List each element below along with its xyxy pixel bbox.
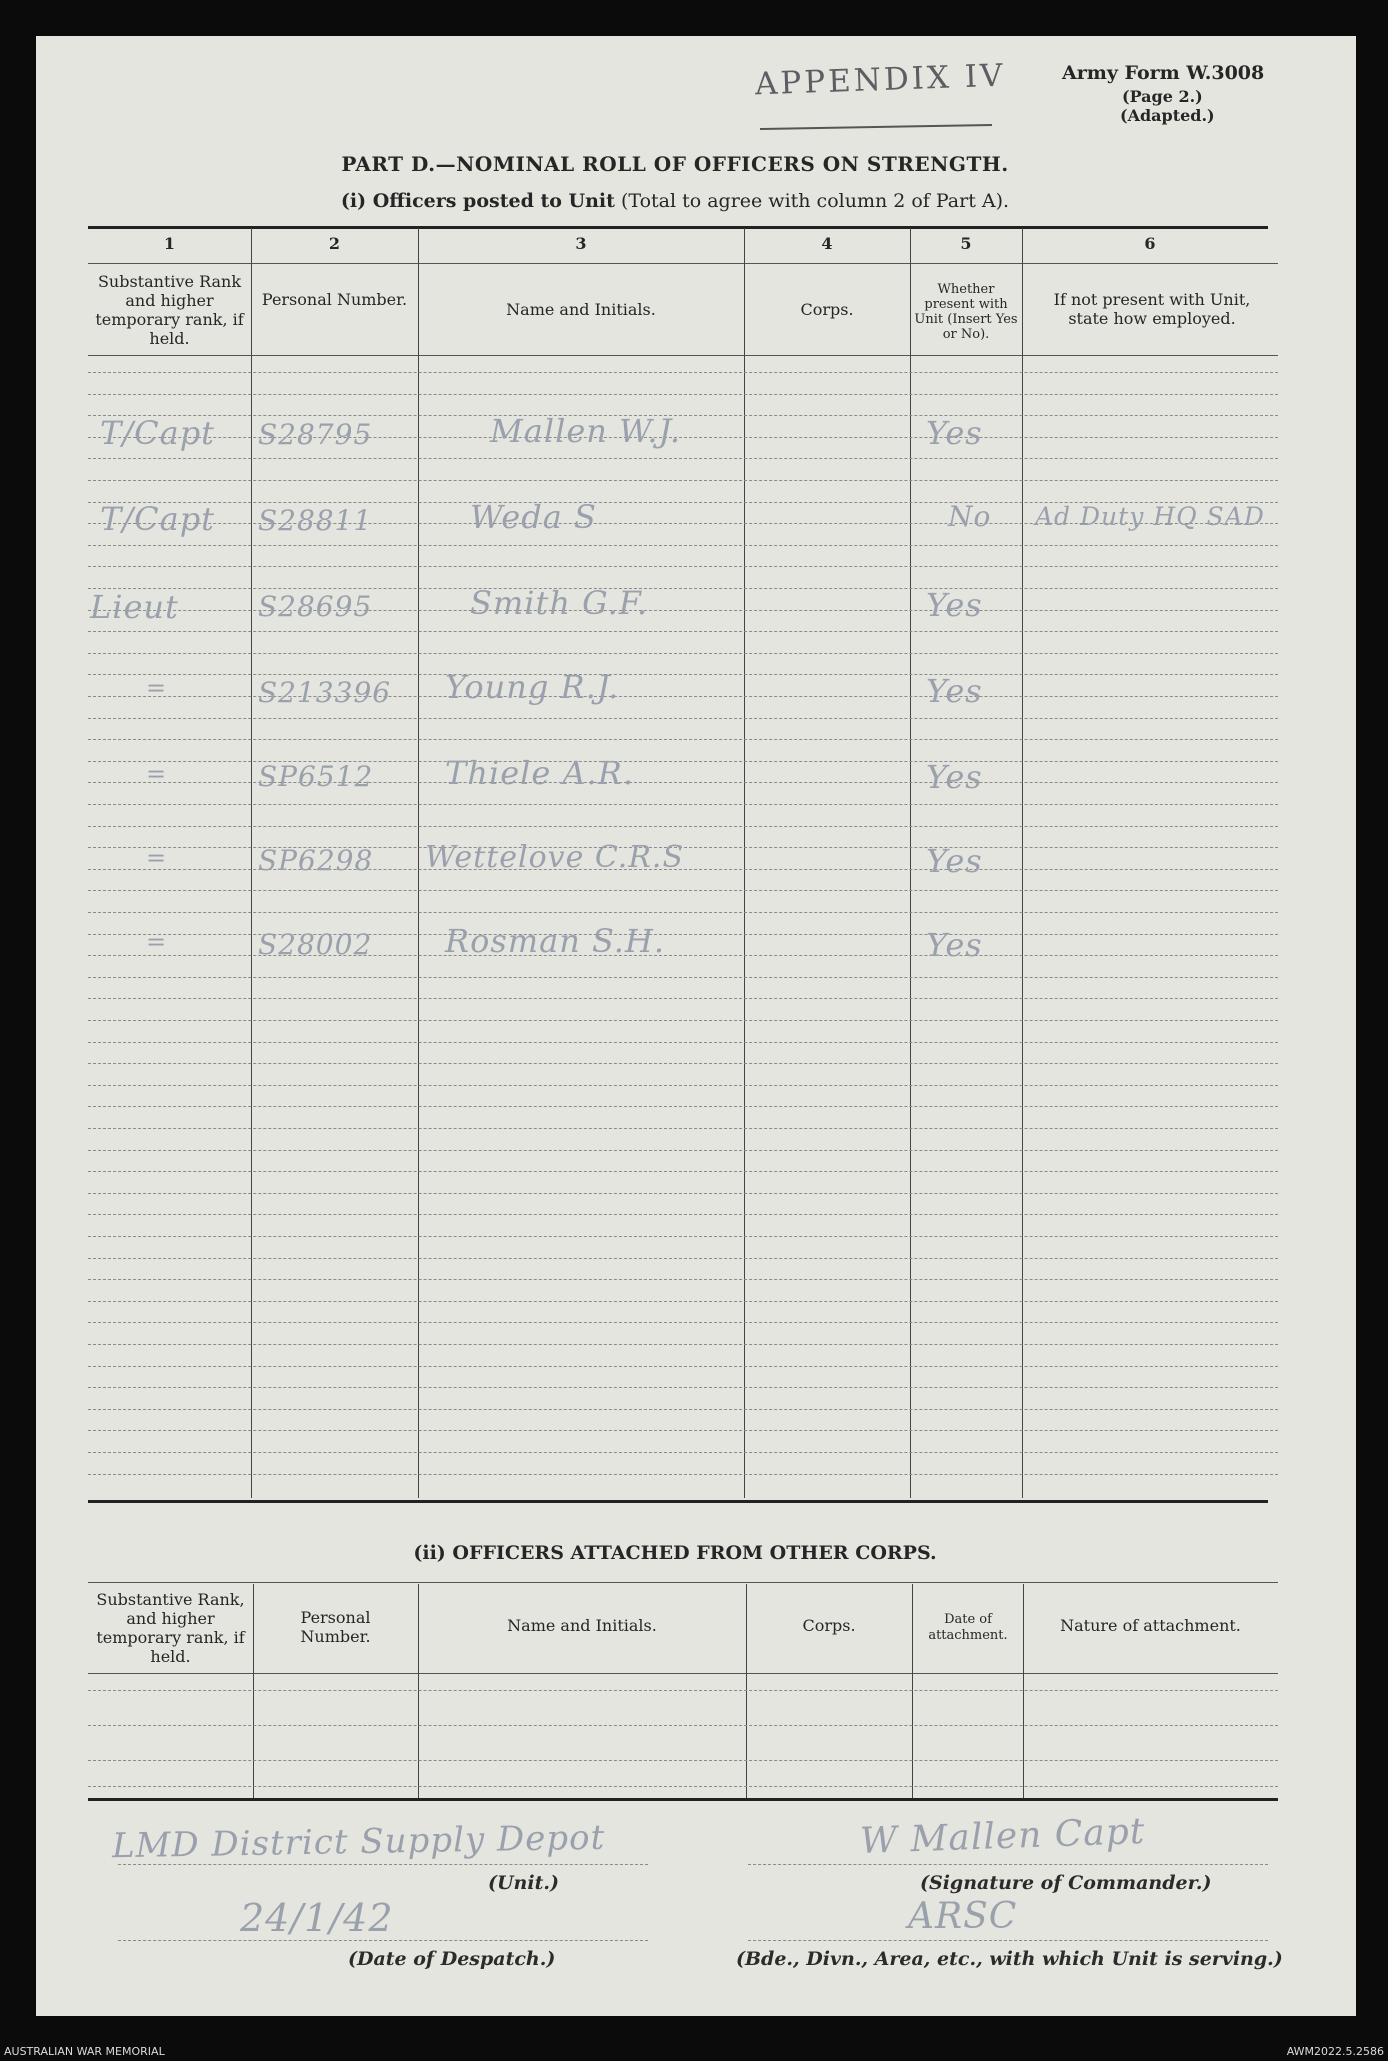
row-rule bbox=[88, 1128, 1278, 1129]
part-ii-header-rule bbox=[88, 1673, 1278, 1674]
row-rule bbox=[88, 1171, 1278, 1172]
row-4-name: Young R.J. bbox=[445, 668, 620, 706]
row-rule bbox=[88, 674, 1278, 675]
row-1-present: Yes bbox=[926, 414, 983, 452]
row-rule bbox=[88, 1193, 1278, 1194]
row-2-name: Weda S bbox=[470, 498, 597, 536]
part-ii-row-line-1 bbox=[88, 1690, 1278, 1691]
part-i-header-rule bbox=[88, 355, 1278, 356]
row-rule bbox=[88, 1042, 1278, 1043]
row-5-name: Thiele A.R. bbox=[445, 754, 635, 792]
part-ii-row-line-3 bbox=[88, 1760, 1278, 1761]
unit-value: LMD District Supply Depot bbox=[111, 1817, 606, 1867]
part-i-top-rule bbox=[88, 226, 1268, 229]
form-name: Army Form W.3008 bbox=[1062, 62, 1265, 84]
row-2-present: No bbox=[948, 500, 992, 533]
row-7-number: S28002 bbox=[258, 928, 373, 961]
part-i-subtitle-rest: (Total to agree with column 2 of Part A). bbox=[614, 190, 1010, 212]
date-label: (Date of Despatch.) bbox=[348, 1948, 556, 1970]
part-ii-header-name: Name and Initials. bbox=[507, 1616, 657, 1635]
row-rule bbox=[88, 1106, 1278, 1107]
col-number-2: 2 bbox=[328, 234, 341, 253]
part-ii-top-rule bbox=[88, 1582, 1278, 1583]
col-number-5: 5 bbox=[960, 234, 972, 253]
row-rule bbox=[88, 1474, 1278, 1475]
formation-label: (Bde., Divn., Area, etc., with which Unit is serving.) bbox=[736, 1948, 1283, 1970]
part-d-title: PART D.—NOMINAL ROLL OF OFFICERS ON STRENGTH. bbox=[341, 152, 1009, 176]
part-ii-header-date: Date of attachment. bbox=[928, 1612, 1008, 1643]
row-rule bbox=[88, 718, 1278, 719]
row-6-rank: = bbox=[146, 844, 168, 872]
row-rule bbox=[88, 415, 1278, 416]
form-page-number: (Page 2.) bbox=[1122, 87, 1203, 106]
header-name: Name and Initials. bbox=[506, 300, 656, 319]
row-2-number: S28811 bbox=[258, 504, 373, 537]
part-ii-col-divider-1 bbox=[253, 1584, 254, 1798]
row-3-rank: Lieut bbox=[90, 588, 179, 626]
part-ii-bottom-rule bbox=[88, 1798, 1278, 1801]
part-ii-title: (ii) OFFICERS ATTACHED FROM OTHER CORPS. bbox=[413, 1542, 937, 1564]
row-1-name: Mallen W.J. bbox=[490, 412, 682, 450]
part-ii-header-personal-number: Personal Number. bbox=[300, 1608, 371, 1646]
commander-signature: W Mallen Capt bbox=[859, 1811, 1146, 1862]
row-rule bbox=[88, 394, 1278, 395]
row-rule bbox=[88, 1020, 1278, 1021]
row-rule bbox=[88, 653, 1278, 654]
row-1-number: S28795 bbox=[258, 418, 373, 451]
row-rule bbox=[88, 545, 1278, 546]
row-1-rank: T/Capt bbox=[100, 414, 216, 452]
part-ii-row-line-4 bbox=[88, 1786, 1278, 1787]
part-i-col-divider-5 bbox=[1022, 228, 1023, 1498]
row-5-number: SP6512 bbox=[258, 760, 374, 793]
row-2-employed: Ad Duty HQ SAD bbox=[1035, 502, 1265, 531]
row-2-rank: T/Capt bbox=[100, 500, 216, 538]
footer-accession: AWM2022.5.2586 bbox=[1286, 2045, 1384, 2058]
row-rule bbox=[88, 1322, 1278, 1323]
col-number-3: 3 bbox=[575, 234, 587, 253]
row-rule bbox=[88, 631, 1278, 632]
row-5-rank: = bbox=[146, 760, 168, 788]
row-rule bbox=[88, 977, 1278, 978]
row-rule bbox=[88, 372, 1278, 373]
row-rule bbox=[88, 458, 1278, 459]
row-rule bbox=[88, 1344, 1278, 1345]
header-present: Whether present with Unit (Insert Yes or No). bbox=[914, 282, 1018, 342]
col-number-6: 6 bbox=[1144, 234, 1156, 253]
row-rule bbox=[88, 804, 1278, 805]
commander-label: (Signature of Commander.) bbox=[920, 1872, 1212, 1894]
unit-label: (Unit.) bbox=[488, 1872, 559, 1894]
formation-value: ARSC bbox=[908, 1896, 1018, 1937]
part-i-bottom-rule bbox=[88, 1500, 1268, 1503]
part-i-subtitle-bold: (i) Officers posted to Unit bbox=[340, 190, 615, 212]
row-rule bbox=[88, 1063, 1278, 1064]
row-5-present: Yes bbox=[926, 758, 983, 796]
row-rule bbox=[88, 1366, 1278, 1367]
row-4-rank: = bbox=[146, 674, 168, 702]
row-rule bbox=[88, 998, 1278, 999]
formation-line bbox=[748, 1940, 1268, 1941]
row-rule bbox=[88, 1387, 1278, 1388]
row-rule bbox=[88, 912, 1278, 913]
row-rule bbox=[88, 826, 1278, 827]
row-rule bbox=[88, 739, 1278, 740]
row-rule bbox=[88, 480, 1278, 481]
part-i-col-divider-2 bbox=[418, 228, 419, 1498]
header-employed: If not present with Unit, state how employed. bbox=[1053, 290, 1251, 328]
commander-line bbox=[748, 1864, 1268, 1865]
row-rule bbox=[88, 1258, 1278, 1259]
row-7-rank: = bbox=[146, 928, 168, 956]
part-ii-col-divider-4 bbox=[912, 1584, 913, 1798]
part-i-col-divider-4 bbox=[910, 228, 911, 1498]
part-ii-row-line-2 bbox=[88, 1725, 1278, 1726]
archive-footer bbox=[0, 2016, 1388, 2061]
date-value: 24/1/42 bbox=[240, 1896, 394, 1940]
part-i-col-divider-3 bbox=[744, 228, 745, 1498]
row-3-name: Smith G.F. bbox=[470, 584, 649, 622]
header-corps: Corps. bbox=[800, 300, 854, 319]
col-number-1: 1 bbox=[163, 234, 176, 253]
unit-line bbox=[118, 1864, 648, 1865]
row-3-present: Yes bbox=[926, 586, 983, 624]
row-rule bbox=[88, 566, 1278, 567]
row-rule bbox=[88, 1236, 1278, 1237]
row-4-present: Yes bbox=[926, 672, 983, 710]
row-rule bbox=[88, 1279, 1278, 1280]
row-3-number: S28695 bbox=[258, 590, 373, 623]
row-rule bbox=[88, 1301, 1278, 1302]
row-4-number: S213396 bbox=[258, 676, 392, 709]
appendix-annotation: APPENDIX IV bbox=[754, 57, 1007, 103]
row-rule bbox=[88, 890, 1278, 891]
part-i-number-rule bbox=[88, 263, 1278, 264]
part-ii-header-nature: Nature of attachment. bbox=[1060, 1616, 1241, 1635]
form-adapted: (Adapted.) bbox=[1120, 106, 1215, 125]
row-rule bbox=[88, 1214, 1278, 1215]
row-rule bbox=[88, 588, 1278, 589]
footer-institution: AUSTRALIAN WAR MEMORIAL bbox=[4, 2045, 165, 2058]
part-i-col-divider-1 bbox=[251, 228, 252, 1498]
row-6-name: Wettelove C.R.S bbox=[425, 840, 684, 875]
row-rule bbox=[88, 1409, 1278, 1410]
col-number-4: 4 bbox=[821, 234, 833, 253]
part-ii-header-rank: Substantive Rank, and higher temporary rank, if held. bbox=[96, 1590, 245, 1666]
row-rule bbox=[88, 1452, 1278, 1453]
part-ii-header-corps: Corps. bbox=[802, 1616, 856, 1635]
row-rule bbox=[88, 1430, 1278, 1431]
header-rank: Substantive Rank and higher temporary rank, if held. bbox=[95, 272, 244, 348]
header-personal-number: Personal Number. bbox=[261, 290, 408, 309]
row-rule bbox=[88, 1150, 1278, 1151]
row-7-present: Yes bbox=[926, 926, 983, 964]
row-7-name: Rosman S.H. bbox=[445, 922, 666, 960]
date-line bbox=[118, 1940, 648, 1941]
row-6-present: Yes bbox=[926, 842, 983, 880]
row-6-number: SP6298 bbox=[258, 844, 374, 877]
part-i-subtitle bbox=[200, 190, 1150, 212]
row-rule bbox=[88, 1085, 1278, 1086]
